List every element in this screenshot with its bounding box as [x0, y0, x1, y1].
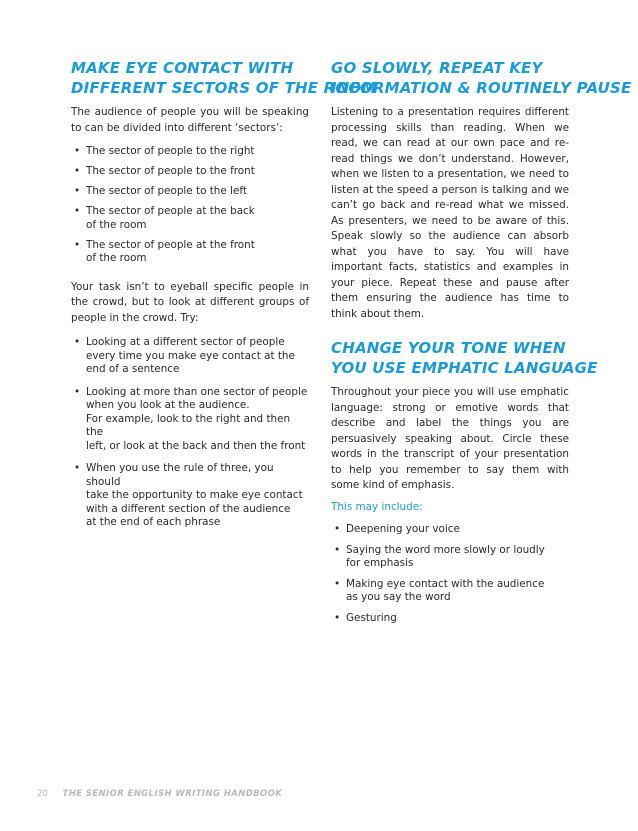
- list-item: [71, 205, 309, 232]
- page-number: 20: [37, 789, 48, 799]
- list-item-text: Making eye contact with the audience as you say the word: [346, 577, 545, 603]
- emphatic-language-paragraph: Throughout your piece you will use emphatic language: strong or emotive words that describe and label the things you are persuasively speaking about. Circle these words in the transcript of your presentation to help you remember to say them with some kind of emphasis.: [331, 386, 569, 491]
- list-item: [71, 185, 309, 199]
- eye-contact-heading: [71, 58, 377, 98]
- heading-line: CHANGE YOUR TONE WHEN: [331, 339, 566, 357]
- list-item-text: The sector of people to the left: [86, 185, 247, 197]
- heading-line: GO SLOWLY, REPEAT KEY: [331, 59, 543, 77]
- bullet-icon: •: [74, 145, 81, 157]
- bullet-icon: •: [334, 523, 341, 535]
- change-tone-heading: [331, 338, 598, 378]
- heading-line: YOU USE EMPHATIC LANGUAGE: [331, 359, 598, 377]
- eye-contact-tips-list: [71, 336, 309, 530]
- listening-paragraph: Listening to a presentation requires different processing skills than reading. When we read, we can read at our own pace and re-read things we don’t understand. However, when we listen to a presentation, we need to listen at the speed a person is talking and we can’t go back and re-read what we missed. As presenters, we need to be aware of this. Speak slowly so the audience can absorb what you have to say. You will have important facts, statistics and examples in your piece. Repeat these and pause after them ensuring the audience has time to think about them.: [331, 106, 569, 320]
- list-item: [331, 578, 569, 605]
- page-footer: [37, 789, 282, 799]
- bullet-icon: •: [74, 205, 81, 217]
- include-label: This may include:: [331, 500, 423, 513]
- list-item-text: The sector of people at the back of the room: [86, 205, 255, 231]
- list-item-text: Gesturing: [346, 611, 397, 624]
- bullet-icon: •: [334, 611, 341, 624]
- heading-line: INFORMATION & ROUTINELY PAUSE: [331, 79, 632, 97]
- list-item-text: Deepening your voice: [346, 523, 460, 535]
- list-item-text: When you use the rule of three, you should take the opportunity to make eye contact with a different section of the audience at the end of each phrase: [86, 462, 303, 528]
- list-item-text: The sector of people to the front: [86, 165, 255, 177]
- list-item: [331, 544, 569, 571]
- sectors-intro: The audience of people you will be speaking to can be divided into different ‘sectors’:: [71, 106, 309, 134]
- task-paragraph: Your task isn’t to eyeball specific people in the crowd, but to look at different groups of people in the crowd. Try:: [71, 280, 309, 324]
- list-item-text: Saying the word more slowly or loudly for emphasis: [346, 543, 545, 569]
- list-item: [71, 386, 309, 454]
- list-item-text: The sector of people at the front of the room: [86, 238, 255, 264]
- list-item: [71, 239, 309, 266]
- heading-line: MAKE EYE CONTACT WITH: [71, 59, 294, 77]
- sector-list: [71, 145, 309, 266]
- go-slowly-heading: [331, 58, 632, 98]
- right-column: [331, 58, 632, 632]
- emphasis-list: [331, 523, 569, 625]
- bullet-icon: •: [334, 543, 341, 556]
- bullet-icon: •: [74, 385, 81, 398]
- bullet-icon: •: [74, 462, 81, 474]
- list-item: [71, 145, 309, 159]
- bullet-icon: •: [74, 165, 81, 177]
- list-item: [331, 523, 569, 537]
- book-title: THE SENIOR ENGLISH WRITING HANDBOOK: [62, 789, 283, 799]
- list-item: [71, 462, 309, 530]
- list-item-text: The sector of people to the right: [86, 145, 255, 157]
- heading-line: DIFFERENT SECTORS OF THE ROOM: [71, 79, 377, 97]
- bullet-icon: •: [74, 238, 81, 251]
- list-item: [71, 336, 309, 377]
- bullet-icon: •: [74, 185, 81, 197]
- list-item-text: Looking at a different sector of people every time you make eye contact at the end of a sentence: [86, 336, 295, 375]
- list-item: [331, 612, 569, 626]
- list-item-text: Looking at more than one sector of people when you look at the audience. For example, look to the right and then the left, or look at the back and then the front: [86, 385, 308, 452]
- bullet-icon: •: [334, 577, 341, 590]
- bullet-icon: •: [74, 336, 81, 348]
- list-item: [71, 165, 309, 179]
